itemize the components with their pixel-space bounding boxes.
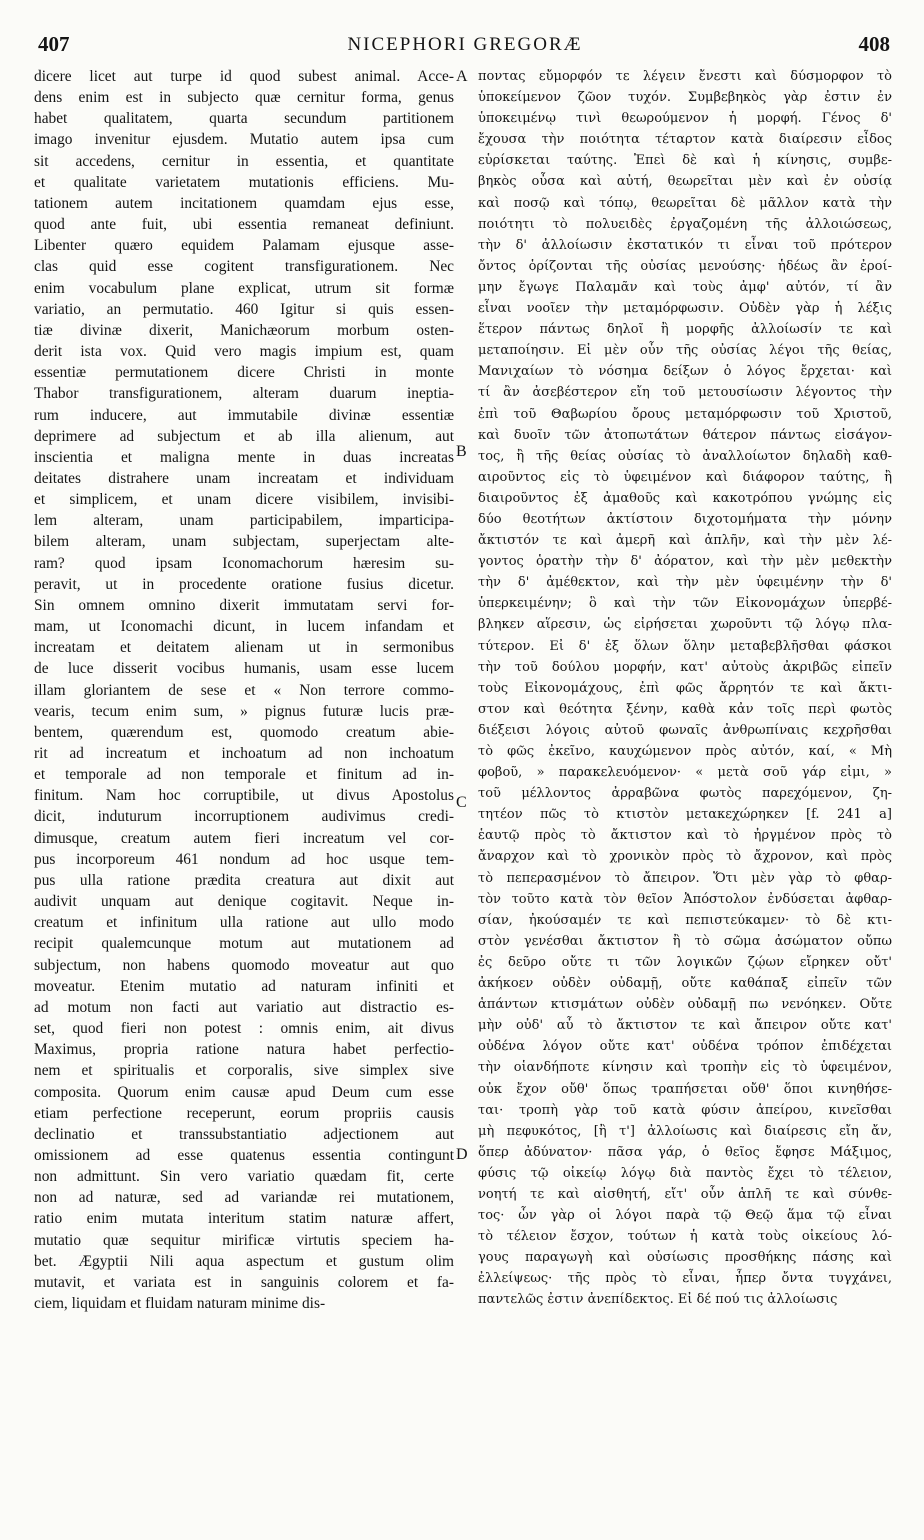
latin-text-line: derit ista vox. Quid vero magis impium est, quam [34,343,454,361]
greek-text-line: ἐπὶ τοῦ Θαβωρίου ὄρους μεταμόρφωσιν τοῦ Χριστοῦ, [478,406,892,422]
latin-text-line: deitates distrahere unam increatam et individuam [34,469,454,487]
greek-text-line: τος· ὧν γὰρ οἱ λόγοι παρὰ τῷ Θεῷ ἅμα τῷ εἶναι [478,1208,892,1224]
greek-text-line: τὴν οἱανδήποτε κίνησιν καὶ τροπὴν εἰς τὸ ὑφειμένον, [478,1060,892,1076]
greek-text-line: τὸ φῶς ἐκεῖνο, καυχώμενον πρὸς αὐτόν, καί, « Μὴ [478,744,892,759]
latin-text-line: composita. Quorum enim causæ apud Deum cum esse [34,1083,454,1101]
latin-text-line: etiam perfectione receperunt, eorum propriis causis [34,1104,454,1122]
greek-text-line: ἕτερον πάντως δηλοῖ ἢ μορφῆς ἀλλοίωσίν τε καὶ [478,322,892,338]
left-page-number: 407 [38,32,70,56]
greek-text-line: καὶ δυοῖν τῶν ἀτοπωτάτων θάτερον πάντως εἰσάγον- [478,427,892,443]
latin-text-line: ciem, liquidam et fluidam naturam minime dis- [34,1295,326,1313]
margin-marker-d: D [456,1146,468,1163]
greek-text-line: παντελῶς ἐστιν ἀνεπίδεκτος. Εἰ δέ πού τις ἀλλοίωσις [478,1292,838,1308]
greek-text-line: στον καὶ θεότητα ξένην, καθὰ κἀν τοῖς περὶ φωτὸς [478,701,892,717]
latin-text-line: Sin omnem omnino dixerit immutatam servi for- [34,596,454,614]
greek-text-line: τύτερον. Εἰ δ' ἐξ ὅλων ὅλην μεταβεβλῆσθαι φάσκοι [478,638,892,654]
latin-text-line: declinatio et transsubstantiatio adjectionem aut [34,1125,454,1143]
latin-text-line: enim vocabulum plane explicat, utrum sit formæ [34,279,454,297]
greek-column [478,66,892,1311]
latin-text-line: deprimere ad subjectum et ab illa alienum, aut [34,427,454,445]
greek-text-line: νοητή τε καὶ αἰσθητή, εἴτ' οὖν ἁπλῆ τε καὶ σύνθε- [478,1186,892,1202]
greek-text-line: ποντας εὔμορφόν τε λέγειν ἔνεστι καὶ δύσμορφον τὸ [478,69,892,84]
greek-text-line: τητέον πῶς τὸ κτιστὸν μετακεχώρηκεν [f. 241 a] [478,807,892,823]
latin-text-line: mutatio quæ sequitur mirificæ virtutis speciem ha- [34,1231,454,1249]
latin-text-line: lem alteram, unam participabilem, imparticipa- [34,512,454,530]
greek-text-line: ται· τροπὴ γὰρ τοῦ κατὰ φύσιν ἀπείρου, κινεῖσθαι [478,1102,892,1118]
greek-text-line: ὑποκειμένῳ τινὶ θεωρούμενον ἡ μορφή. Γένος δ' [478,111,892,127]
greek-text-line: μὴν οὐδ' αὖ τὸ ἄκτιστον τε καὶ ἄπειρον οὔτε κατ' [478,1018,892,1034]
greek-text-line: φοβοῦ, » παρακελευόμενον· « μετὰ σοῦ γάρ εἰμι, » [478,765,892,781]
latin-text-line: nem et spiritualis et corporalis, sive simplex sive [34,1062,454,1080]
greek-text-line: γους παραγωγὴ καὶ οὐσίωσις προσθήκης πάσης καὶ [478,1250,892,1266]
greek-text-line: στὸν γενέσθαι ἄκτιστον ἢ τὸ σῶμα ἀσώματον οὔπω [478,933,892,949]
latin-text-line: dens enim est in subjecto quæ cernitur forma, genus [34,89,454,107]
greek-text-line: μην ἔγωγε Παλαμᾶν καὶ τοὺς ἀμφ' αὐτόν, τί ἂν [478,279,892,295]
latin-text-line: finitum. Nam hoc corruptibile, ut divus Apostolus [34,787,454,805]
right-page-number: 408 [858,32,890,56]
greek-text-line: ἀκήκοεν οὐδὲν οὐδαμῇ, οὔτε καθάπαξ εἰπεῖν τῶν [478,976,892,992]
greek-text-line: οὐκ ἔχον οὔθ' ὅπως τραπήσεται οὔθ' ὅποι κινηθήσε- [478,1081,892,1097]
greek-text-line: φύσις τῷ οἰκείῳ λόγῳ διὰ παντὸς ἔχει τὸ τέλειον, [478,1165,892,1181]
greek-text-line: ἔχουσα τὴν ποιότητα τέταρτον κατὰ διαίρεσιν εἶδος [478,132,892,148]
greek-text-line: ἁπάντων κτισμάτων οὐδὲν οὐδαμῇ πω νενόηκεν. Οὔτε [478,997,892,1013]
latin-text-line: essentiæ permutationem dicere Christi in monte [34,364,454,382]
latin-text-line: pus incorporeum 461 nondum ad hoc usque tem- [34,850,454,868]
latin-text-line: Libenter quæro equidem Palamam ejusque asse- [34,237,454,255]
latin-text-line: ram? quod ipsam Iconomachorum hæresim su- [34,554,454,572]
greek-text-line: σίαν, ἠκούσαμέν τε καὶ πεπιστεύκαμεν· τὸ δὲ κτι- [478,912,892,928]
latin-text-line: dicit, induturum incorruptionem audivimus credi- [34,808,454,826]
latin-text-line: vearis, tecum enim sum, » pignus futuræ lucis præ- [34,702,454,720]
greek-text-line: μεταποίησιν. Εἰ μὲν οὖν τῆς οὐσίας λέγοι τῆς θείας, [478,343,892,359]
greek-text-line: Μανιχαίων τὸ νόσημα δείξων ὁ λόγος ἔρχεται· καὶ [478,364,892,380]
greek-text-line: τὸν τοῦτο κατὰ τὸν θεῖον Ἀπόστολον ἐνδύσεται ἀφθαρ- [478,891,892,907]
greek-text-line: τὴν δ' ἀμέθεκτον, καὶ τὴν μὲν ὑφειμένην τὴν δ' [478,575,892,591]
greek-text-line: εὑρίσκεται ταύτης. Ἐπεὶ δὲ καὶ ἡ κίνησις, συμβε- [478,153,892,169]
greek-text-line: ἄναρχον καὶ τὸ χρονικὸν πρὸς τὸ ἄχρονον, καὶ πρὸς [478,849,892,865]
greek-text-line: διαιροῦντος ἐξ ἀμαθοῦς καὶ κακοτρόπου γνώμης εἰς [478,490,892,506]
greek-text-line: ὑποκείμενον ζῶον τυχόν. Συμβεβηκὸς γὰρ ἐστιν ἐν [478,90,892,106]
greek-text-line: τί ἂν ἀσεβέστερον εἴη τοῦ μετουσίωσιν λέγοντος τὴν [478,385,892,401]
latin-text-line: non ad naturæ, sed ad variandæ rei mutationem, [34,1189,454,1207]
greek-text-line: τὸ τέλειον ἔσχον, τούτων ἡ κατὰ τοὺς οἰκείους λό- [478,1229,892,1245]
greek-text-line: τὴν δ' ἀλλοίωσιν ἐκστατικόν τι εἶναι τοῦ πρότερον [478,237,892,253]
latin-text-line: de luce disserit vocibus humanis, usam esse lucem [34,660,454,678]
greek-text-line: ἐλλείψεως· τῆς πρὸς τὸ εἶναι, ἧπερ ὄντα τυγχάνει, [478,1271,892,1287]
latin-text-line: moveatur. Etenim mutatio ad naturam infiniti et [34,977,454,995]
latin-text-line: rit ad increatum et inchoatum ad non inchoatum [34,745,454,762]
latin-text-line: Thabor transfigurationem, alteram duarum ineptia- [34,385,454,403]
greek-text-line: οὐδένα λόγον οὔτε κατ' οὐδένα τρόπον ἐπιδέχεται [478,1039,892,1055]
greek-text-line: μὴ πεφυκότος, [ἢ τ'] ἀλλοίωσις καὶ διαίρεσις εἴη ἄν, [478,1123,892,1139]
latin-text-line: dimusque, creatum autem fieri increatum vel cor- [34,829,454,847]
latin-text-line: ratio enim mutata interitum statim naturæ affert, [34,1210,454,1228]
latin-text-line: tiæ divinæ dixerit, Manichæorum morbum osten- [34,321,454,339]
latin-text-line: variatio, an permutatio. 460 Igitur si quis essen- [34,300,454,318]
latin-text-line: rum inducere, aut immutabile divinæ essentiæ [34,406,454,424]
greek-text-line: εἶναι νοοῖεν τὴν μεταμόρφωσιν. Οὐδὲν γὰρ ἡ λέξις [478,301,892,317]
latin-text-line: peravit, ut in procedente oratione fusius dicetur. [34,575,454,593]
greek-text-line: γοντος ὁρατὴν τὴν δ' ἀόρατον, καὶ τὴν μὲν μεθεκτὴν [478,554,892,570]
latin-text-line: omissionem ad esse quatenus essentia contingunt [34,1146,454,1164]
greek-text-line: ἑαυτῷ πρὸς τὸ ἄκτιστον καὶ τὸ ἠργμένον πρὸς τὸ [478,828,892,844]
greek-text-line: τοῦ μέλλοντος ἀρραβῶνα φωτὸς παρεχόμενον, ζη- [478,786,892,802]
greek-text-line: ἄκτιστόν τε καὶ ἀμερῆ καὶ ἁπλῆν, καὶ τὴν μὲν λέ- [478,533,892,549]
greek-text-line: καὶ ποσῷ καὶ τόπῳ, θεωρεῖται δὲ μᾶλλον κατὰ τὴν [478,195,892,211]
margin-marker-a: A [456,68,468,85]
latin-text-line: bentem, quærendum est, quomodo creatum abie- [34,723,454,741]
latin-text-line: mam, ut Iconomachi dicunt, in lucem infandam et [34,618,454,636]
greek-text-line: τος, ἢ τῆς θείας οὐσίας τὸ ἀναλλοίωτον δηλαδὴ καθ- [478,448,892,464]
greek-text-line: βηκὸς οὖσα καὶ αὐτή, θεωρεῖται μὲν καὶ ἐν οὐσίᾳ [478,174,892,190]
running-title: NICEPHORI GREGORÆ [347,34,583,55]
latin-column [34,66,454,1314]
greek-text-line: αιροῦντος εἰς τὸ ὑφειμένον καὶ διάφορον ταύτης, ἢ [478,469,892,485]
latin-text-line: creatum et infinitum ulla ratione aut ullo modo [34,914,454,932]
running-header [36,32,894,66]
greek-text-line: ἐς δεῦρο οὔτε τι τῶν λογικῶν ζῴων εἴρηκεν οὔτ' [478,954,892,970]
latin-text-line: ad motum non facti aut variatio aut distractio es- [34,998,454,1016]
greek-text-line: δύο θεοτήτων ἀκτίστοιν διχοτομήματα τὴν μόνην [478,511,892,527]
latin-text-line: subjectum, non habens quomodo moveatur aut quo [34,956,454,974]
greek-text-line: τὸ πεπερασμένον τὸ ἄπειρον. Ὅτι μὲν γὰρ τὸ φθαρ- [478,870,892,886]
latin-text-line: non admittunt. Sin vero variatio quædam fit, certe [34,1168,454,1186]
latin-text-line: clas quid esse cogitent transfigurationem. Nec [34,258,454,276]
latin-text-line: et simplicem, et unam dicere visibilem, invisibi- [34,491,454,509]
latin-text-line: audivit unquam aut denique cogitavit. Neque in- [34,893,454,911]
latin-text-line: set, quod fieri non potest : omnis enim, ait divus [34,1020,454,1038]
latin-text-line: imago invenitur ejusdem. Mutatio autem ipsa cum [34,131,454,149]
latin-text-line: pus ulla ratione prædita creatura aut dixit aut [34,871,454,889]
latin-text-line: sit accedens, cernitur in essentia, et quantitate [34,152,454,170]
latin-text-line: increatam et deitatem alienam ut in sermonibus [34,639,454,657]
latin-text-line: bet. Ægyptii Nili aqua aspectum et gustum olim [34,1252,454,1270]
latin-text-line: quod ante fuit, ubi essentia remaneat definiunt. [34,216,454,234]
margin-marker-b: B [456,443,467,460]
greek-text-line: ὄντος ὁρίζονται τῆς οὐσίας μενούσης· ἡδέως ἂν ἐροί- [478,258,892,274]
latin-text-line: mutavit, et variata est in sanguinis colorem et fa- [34,1273,454,1291]
greek-text-line: ὑπερκειμένην; ὃ καὶ τὴν τῶν Εἰκονομάχων ὑπερβέ- [478,596,892,612]
greek-text-line: τοὺς Εἰκονομάχους, ἐπὶ φῶς ἄρρητόν τε καὶ ἄκτι- [478,680,892,696]
margin-marker-c: C [456,794,467,811]
latin-text-line: Maximus, propria ratione natura habet perfectio- [34,1041,454,1059]
latin-text-line: et qualitate varietatem mutationis efficiens. Mu- [34,173,454,191]
greek-text-line: ὅπερ ἀδύνατον· πᾶσα γάρ, ὁ θεῖος ἔφησε Μάξιμος, [478,1144,892,1160]
latin-text-line: habet qualitatem, quarta secundum partitionem [34,110,454,128]
latin-text-line: bilem alteram, unam subjectam, superjectam alte- [34,533,454,551]
latin-text-line: inscientia et maligna mente in duas increatas [34,448,454,466]
latin-text-line: dicere licet aut turpe id quod subest animal. Acce- [34,68,454,85]
latin-text-line: tationem autem incitationem quamdam ejus esse, [34,194,454,212]
greek-text-line: τὴν τοῦ δούλου μορφήν, κατ' αὐτοὺς ἀκριβῶς εἰπεῖν [478,659,892,675]
greek-text-line: διέξεισι λόγοις αὐτοῦ φωναῖς ἀνθρωπίναις κεχρῆσθαι [478,722,892,738]
latin-text-line: recipit qualemcunque motum aut mutationem ad [34,935,454,953]
greek-text-line: ποιότητι τὸ πολυειδὲς ἐργαζομένη τῆς ἀλλοιώσεως, [478,216,892,232]
latin-text-line: et temporale ad non temporale et finitum ad in- [34,766,454,784]
greek-text-line: βληκεν αἵρεσιν, ὡς εἰρήσεται χωροῦντι τῷ λόγῳ πλα- [478,617,892,633]
latin-text-line: illam gloriantem de sese et « Non terrore commo- [34,681,454,699]
